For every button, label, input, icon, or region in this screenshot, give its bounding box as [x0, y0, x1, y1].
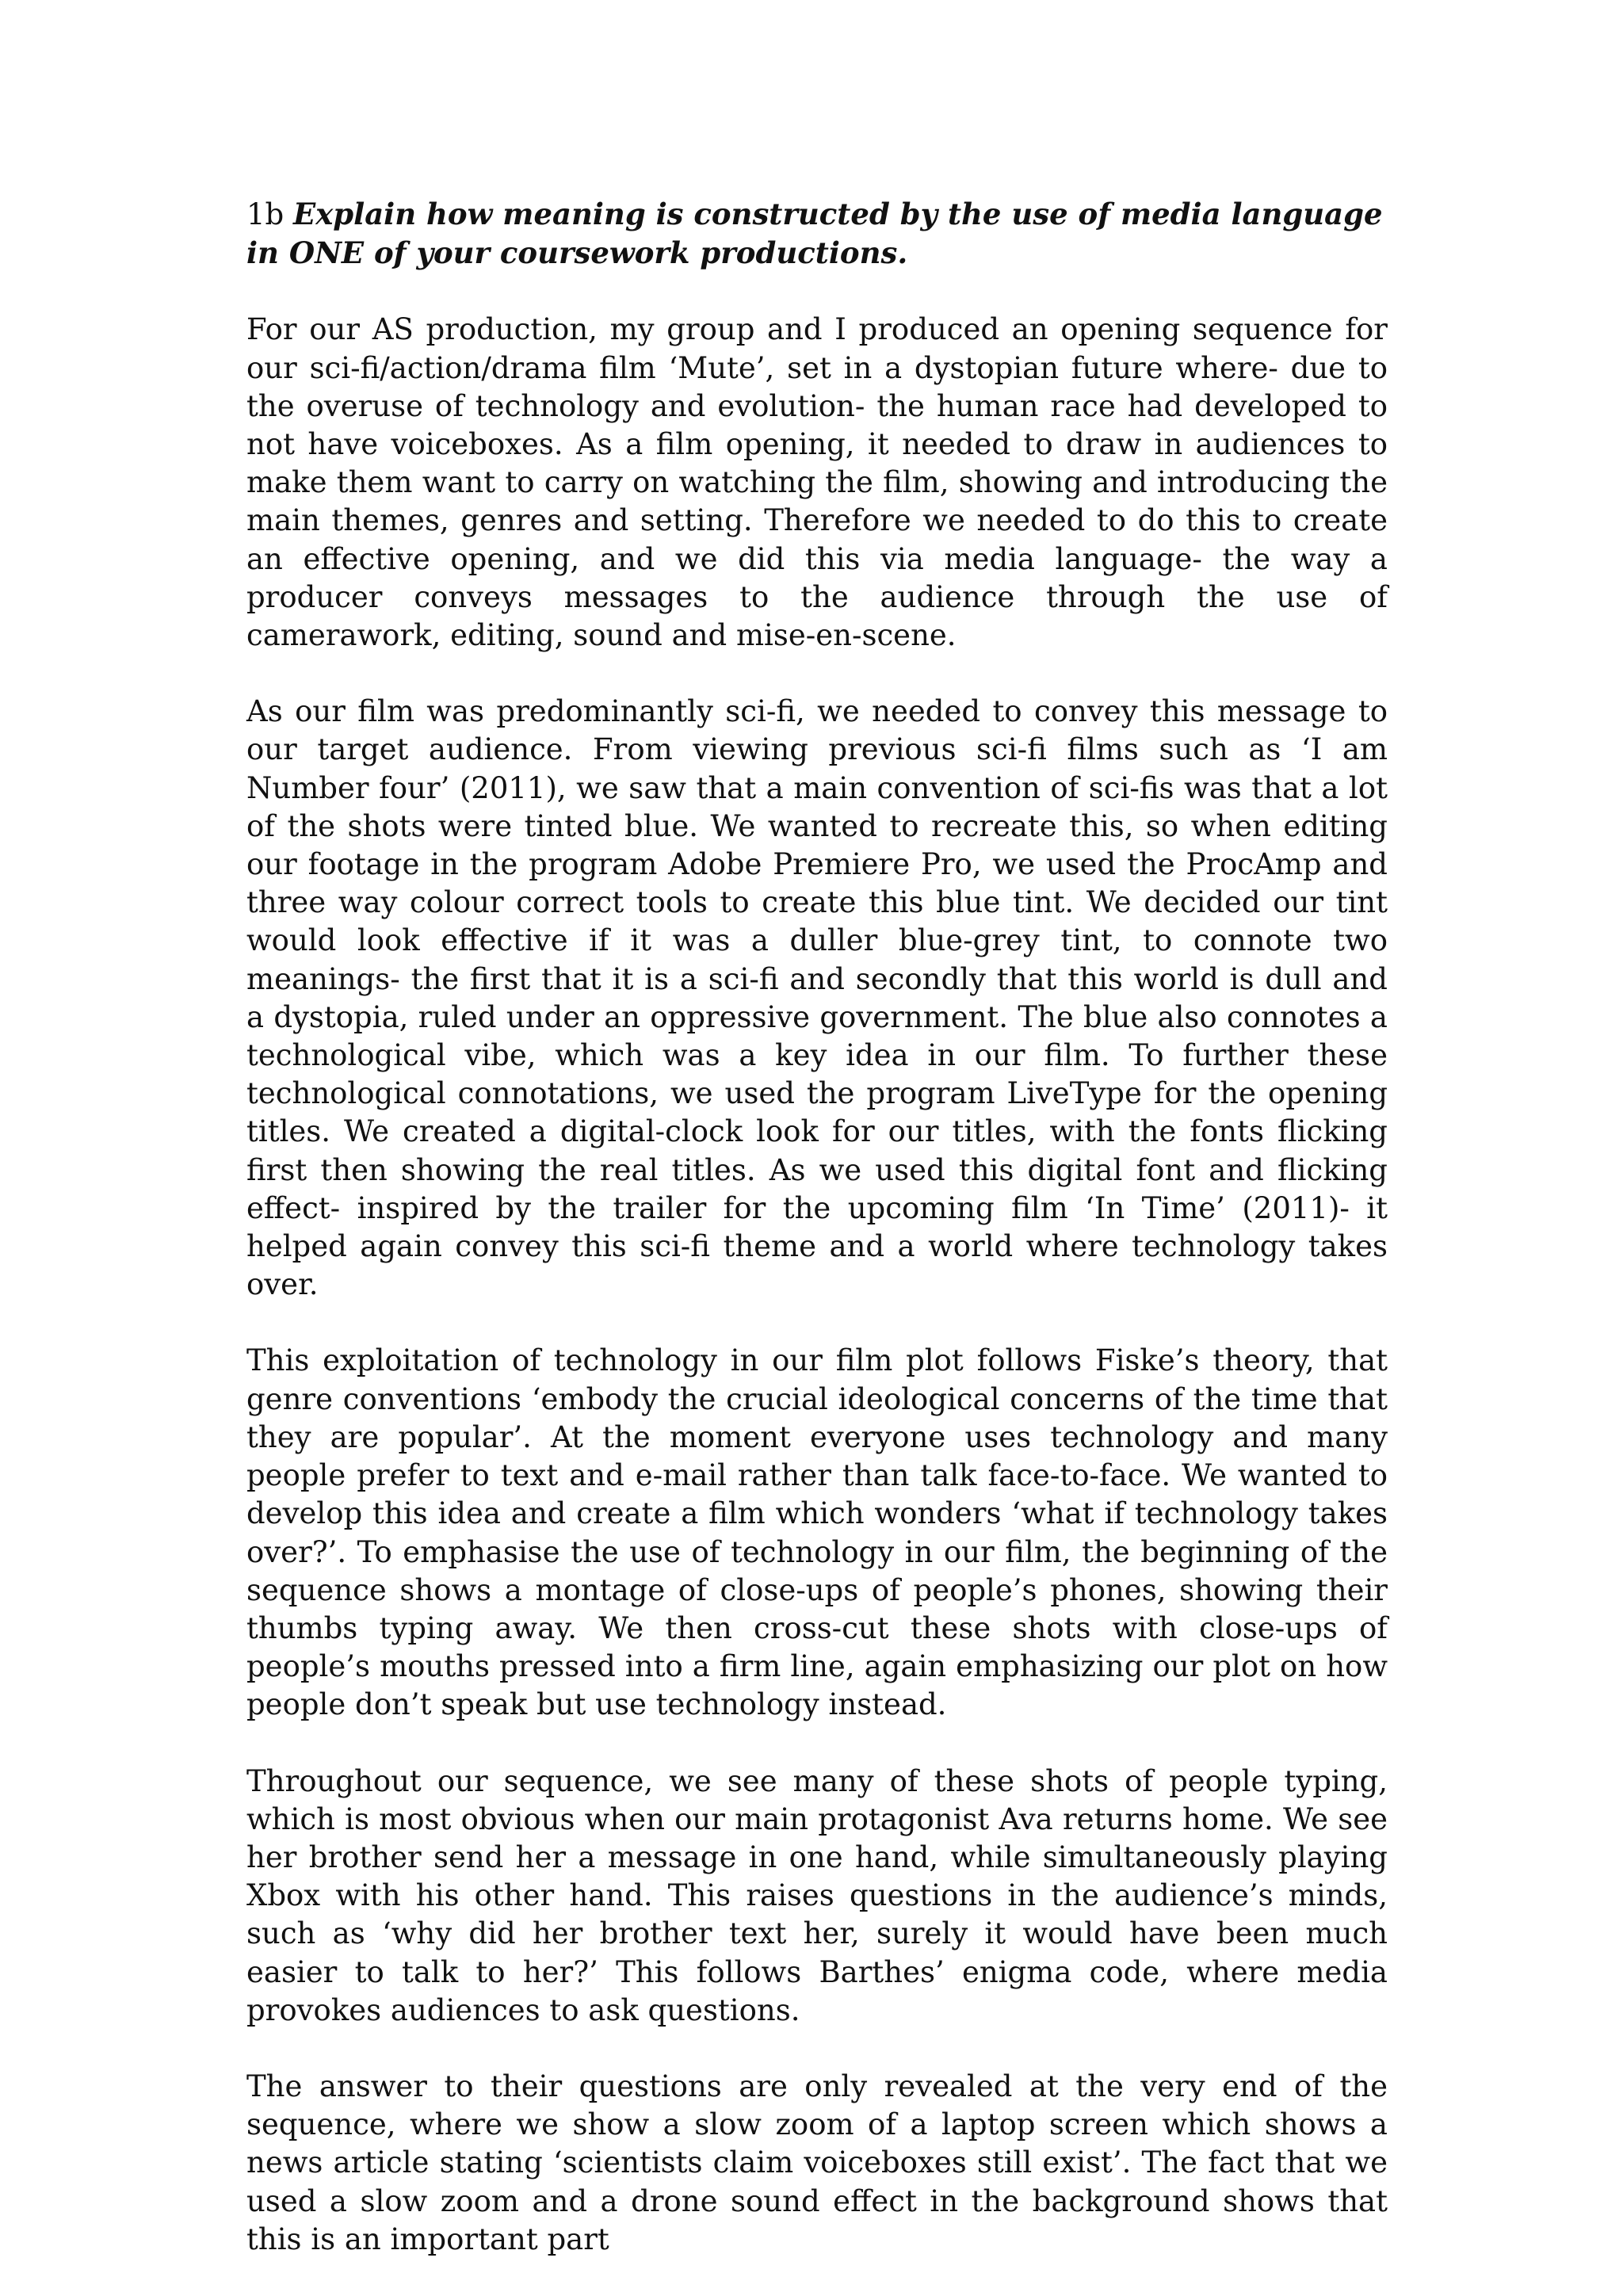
question-heading — [246, 195, 1388, 273]
question-text: Explain how meaning is constructed by the use of media language in ONE of your coursework productions. — [246, 197, 1383, 271]
question-number: 1b — [246, 197, 285, 231]
paragraph-1: For our AS production, my group and I produced an opening sequence for our sci-fi/action/drama film ‘Mute’, set in a dystopian future where- due to the overuse of technology and evolution- the human race had developed to not have voiceboxes. As a film opening, it needed to draw in audiences to make them want to carry on watching the film, showing and introducing the main themes, genres and setting. Therefore we needed to do this to create an effective opening, and we did this via media language- the way a producer conveys messages to the audience through the use of camerawork, editing, sound and mise-en-scene. — [246, 312, 1388, 653]
paragraph-2: As our film was predominantly sci-fi, we needed to convey this message to our target audience. From viewing previous sci-fi films such as ‘I am Number four’ (2011), we saw that a main convention of sci-fis was that a lot of the shots were tinted blue. We wanted to recreate this, so when editing our footage in the program Adobe Premiere Pro, we used the ProcAmp and three way colour correct tools to create this blue tint. We decided our tint would look effective if it was a duller blue-grey tint, to connote two meanings- the first that it is a sci-fi and secondly that this world is dull and a dystopia, ruled under an oppressive government. The blue also connotes a technological vibe, which was a key idea in our film. To further these technological connotations, we used the program LiveType for the opening titles. We created a digital-clock look for our titles, with the fonts flicking first then showing the real titles. As we used this digital font and flicking effect- inspired by the trailer for the upcoming film ‘In Time’ (2011)- it helped again convey this sci-fi theme and a world where technology takes over. — [246, 694, 1388, 1302]
paragraph-3: This exploitation of technology in our film plot follows Fiske’s theory, that genre conventions ‘embody the crucial ideological concerns of the time that they are popular’. At the moment everyone uses technology and many people prefer to text and e-mail rather than talk face-to-face. We wanted to develop this idea and create a film which wonders ‘what if technology takes over?’. To emphasise the use of technology in our film, the beginning of the sequence shows a montage of close-ups of people’s phones, showing their thumbs typing away. We then cross-cut these shots with close-ups of people’s mouths pressed into a firm line, again emphasizing our plot on how people don’t speak but use technology instead. — [246, 1343, 1388, 1722]
paragraph-5: The answer to their questions are only revealed at the very end of the sequence, where we show a slow zoom of a laptop screen which shows a news article stating ‘scientists claim voiceboxes still exist’. The fact that we used a slow zoom and a drone sound effect in the background shows that this is an important part — [246, 2069, 1388, 2256]
paragraph-4: Throughout our sequence, we see many of these shots of people typing, which is most obvious when our main protagonist Ava returns home. We see her brother send her a message in one hand, while simultaneously playing Xbox with his other hand. This raises questions in the audience’s minds, such as ‘why did her brother text her, surely it would have been much easier to talk to her?’ This follows Barthes’ enigma code, where media provokes audiences to ask questions. — [246, 1763, 1388, 2027]
document-body — [246, 195, 1388, 2259]
